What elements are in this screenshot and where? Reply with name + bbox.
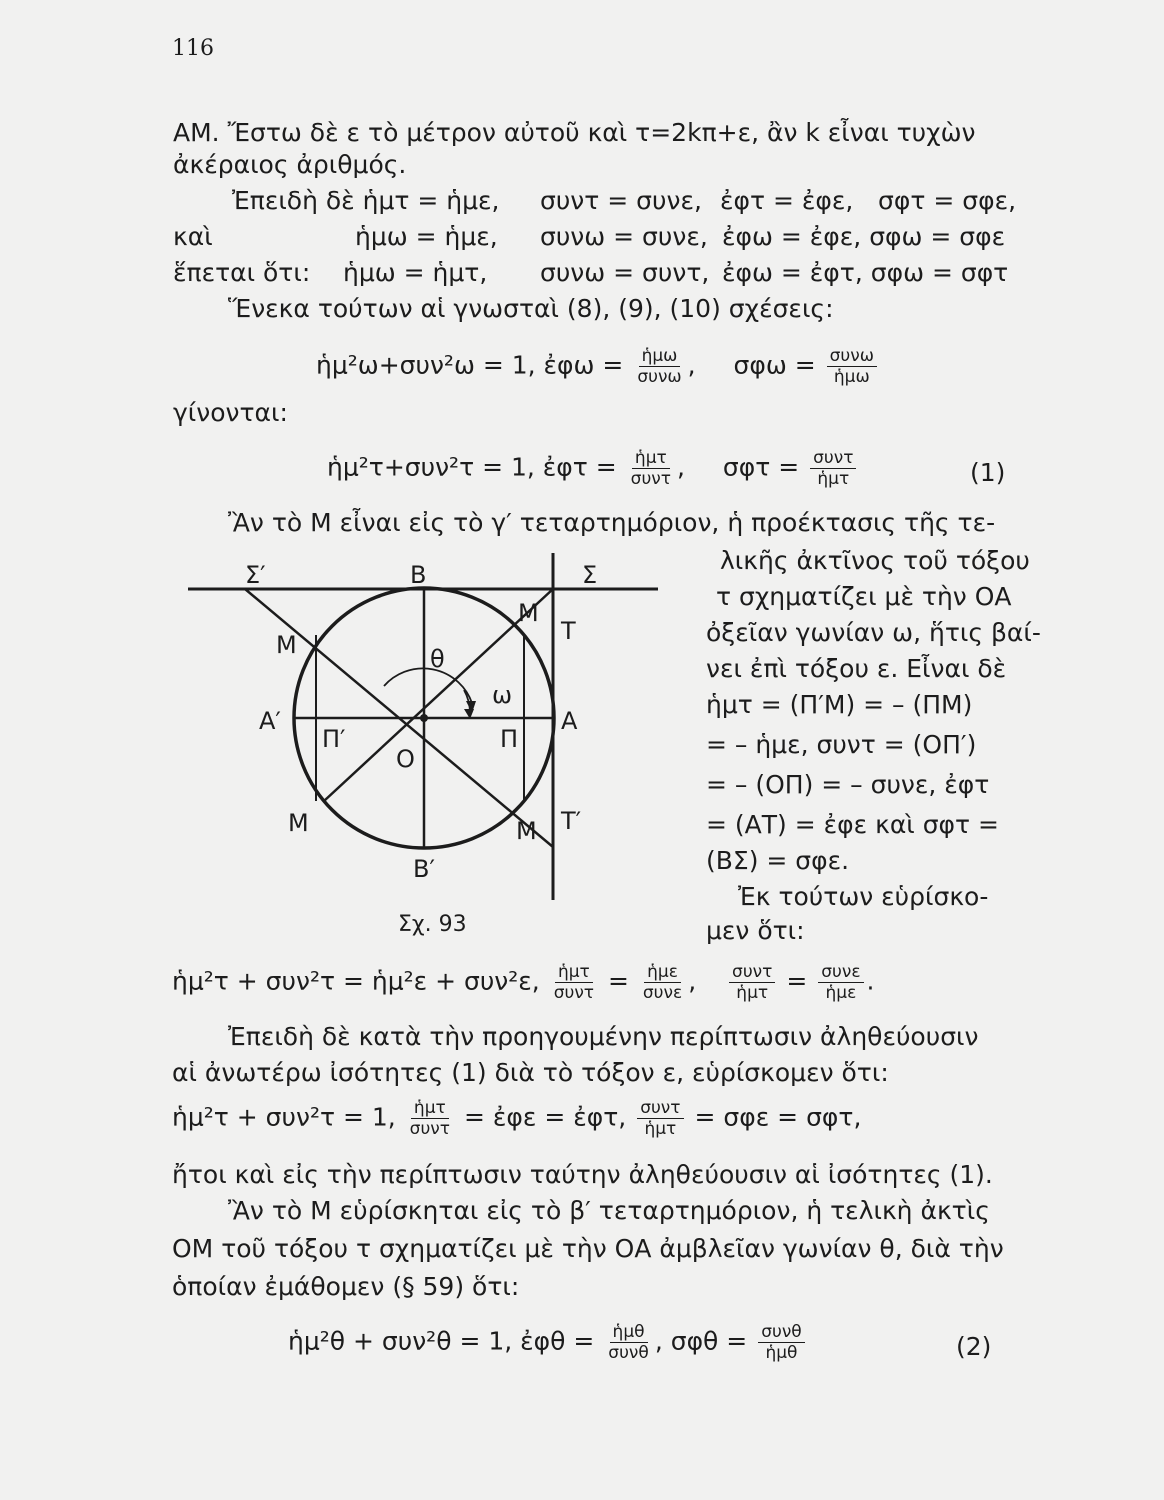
eq4-f2-den: ἡμτ <box>644 1119 677 1139</box>
label-s: Σ <box>582 561 598 589</box>
text-line-13: ΟΜ τοῦ τόξου τ σχηματίζει μὲ τὴν ΟΑ ἀμβλεῖαν γωνίαν θ, διὰ τὴν <box>172 1234 1004 1263</box>
equation-1: ἡμ²ω+συν²ω = 1, ἐφω = ἡμω συνω , σφω = συνω ἡμω <box>316 346 880 387</box>
text-line-4a: καὶ <box>173 222 213 251</box>
label-b-prime: Β′ <box>413 855 435 883</box>
text-line-4b: ἡμω = ἡμε, <box>355 222 498 251</box>
eq1-f1-den: συνω <box>637 367 682 387</box>
text-line-5a: ἕπεται ὅτι: <box>173 258 311 287</box>
equation-2: ἡμ²τ+συν²τ = 1, ἐφτ = ἡμτ συντ , σφτ = συντ ἡμτ <box>327 448 859 489</box>
eq3-lhs: ἡμ²τ + συν²τ = ἡμ²ε + συν²ε, <box>172 966 540 996</box>
eq3-fraction-1 <box>551 962 597 1003</box>
eq1-f2-den: ἡμω <box>833 367 870 387</box>
eq2-fraction-2 <box>810 448 856 489</box>
label-p: Π <box>500 725 519 753</box>
center-point <box>420 714 428 722</box>
eq1-lhs: ἡμ²ω+συν²ω = 1, ἐφω = <box>316 350 624 380</box>
text-line-1: ΑΜ. Ἔστω δὲ ε τὸ μέτρον αὐτοῦ καὶ τ=2kπ+ε, ἂν k εἶναι τυχὼν <box>173 118 976 147</box>
eq3-f3-num: συντ <box>729 962 775 983</box>
text-line-10: αἱ ἀνωτέρω ἰσότητες (1) διὰ τὸ τόξον ε, εὑρίσκομεν ὅτι: <box>172 1058 889 1087</box>
eq2-f1-num: ἡμτ <box>632 448 670 469</box>
text-line-9: Ἐπειδὴ δὲ κατὰ τὴν προηγουμένην περίπτωσιν ἀληθεύουσιν <box>228 1022 979 1051</box>
eq2-fraction-1 <box>628 448 674 489</box>
eq3-fraction-2 <box>640 962 685 1003</box>
equation-3: ἡμ²τ + συν²τ = ἡμ²ε + συν²ε, ἡμτ συντ = ἡμε συνε , συντ ἡμτ = συνε ἡμε . <box>172 962 875 1003</box>
eq5-f2-den: ἡμθ <box>765 1343 798 1363</box>
eq5-f1-num: ἡμθ <box>610 1322 648 1343</box>
right-text-1: λικῆς ἀκτῖνος τοῦ τόξου <box>720 546 1030 575</box>
text-line-5b: ἡμω = ἡμτ, <box>343 258 488 287</box>
label-theta: θ <box>430 645 445 673</box>
eq1-f1-num: ἡμω <box>639 346 681 367</box>
right-text-9: (ΒΣ) = σφε. <box>706 846 850 875</box>
eq3-f1-den: συντ <box>553 983 595 1003</box>
eq4-f2-num: συντ <box>637 1098 683 1119</box>
page-number: 116 <box>172 36 214 61</box>
text-line-8: Ἂν τὸ Μ εἶναι εἰς τὸ γ′ τεταρτημόριον, ἡ προέκτασις τῆς τε- <box>228 508 996 537</box>
right-text-3: ὀξεῖαν γωνίαν ω, ἥτις βαί- <box>706 618 1041 647</box>
right-text-5: ἡμτ = (Π′Μ) = – (ΠΜ) <box>706 690 973 719</box>
label-b: Β <box>410 561 427 589</box>
eq2-f1-den: συντ <box>630 469 672 489</box>
eq4-f1-num: ἡμτ <box>411 1098 449 1119</box>
text-line-3d: σφτ = σφε, <box>878 186 1017 215</box>
right-text-8: = (ΑΤ) = ἐφε καὶ σφτ = <box>706 810 999 839</box>
label-t: Τ <box>561 617 576 645</box>
equation-5: ἡμ²θ + συν²θ = 1, ἐφθ = ἡμθ συνθ , σφθ = συνθ ἡμθ <box>288 1322 808 1363</box>
text-line-3b: συντ = συνε, <box>540 186 702 215</box>
label-o: Ο <box>396 745 415 773</box>
eq2-f2-den: ἡμτ <box>817 469 850 489</box>
text-line-4d: ἐφω = ἐφε, σφω = σφε <box>722 222 1006 251</box>
label-m-ne: Μ <box>518 599 539 627</box>
equation-5-tag: (2) <box>956 1332 992 1361</box>
eq4-f1-den: συντ <box>409 1119 451 1139</box>
right-text-10: Ἐκ τούτων εὑρίσκο- <box>738 882 989 911</box>
label-a-prime: Α′ <box>259 707 281 735</box>
unit-circle-figure <box>170 545 670 915</box>
label-omega: ω <box>492 681 513 709</box>
eq4-lhs: ἡμ²τ + συν²τ = 1, <box>172 1102 396 1132</box>
label-p-prime: Π′ <box>322 725 346 753</box>
label-a: Α <box>561 707 578 735</box>
label-t-prime: Τ′ <box>561 807 582 835</box>
equation-4 <box>172 1098 861 1139</box>
eq1-f2-num: συνω <box>827 346 877 367</box>
eq3-f4-den: ἡμε <box>825 983 857 1003</box>
right-text-6: = – ἡμε, συντ = (ΟΠ′) <box>706 730 977 759</box>
text-line-11: ἤτοι καὶ εἰς τὴν περίπτωσιν ταύτην ἀληθεύουσιν αἱ ἰσότητες (1). <box>172 1160 993 1189</box>
right-text-11: μεν ὅτι: <box>706 916 805 945</box>
eq3-fraction-3 <box>729 962 775 1003</box>
eq5-fraction-2 <box>758 1322 805 1363</box>
label-s-prime: Σ′ <box>245 561 266 589</box>
eq3-fraction-4 <box>818 962 863 1003</box>
eq2-lhs: ἡμ²τ+συν²τ = 1, ἐφτ = <box>327 452 617 482</box>
text-line-5d: ἐφω = ἐφτ, σφω = σφτ <box>722 258 1009 287</box>
text-line-12: Ἂν τὸ Μ εὑρίσκηται εἰς τὸ β′ τεταρτημόριον, ἡ τελικὴ ἀκτὶς <box>228 1196 990 1225</box>
eq3-f4-num: συνε <box>818 962 863 983</box>
figure-caption: Σχ. 93 <box>398 912 467 937</box>
eq3-f2-num: ἡμε <box>644 962 681 983</box>
right-text-7: = – (ΟΠ) = – συνε, ἐφτ <box>706 770 990 799</box>
eq3-f2-den: συνε <box>642 983 683 1003</box>
eq4-mid: = ἐφε = ἐφτ, <box>463 1102 627 1132</box>
eq5-mid: σφθ = <box>670 1326 748 1356</box>
eq2-f2-num: συντ <box>810 448 856 469</box>
text-line-3a: Ἐπειδὴ δὲ ἡμτ = ἡμε, <box>232 186 500 215</box>
eq3-f3-den: ἡμτ <box>736 983 769 1003</box>
eq1-fraction-1 <box>634 346 684 387</box>
text-line-7: γίνονται: <box>173 398 288 427</box>
eq5-fraction-1 <box>605 1322 652 1363</box>
right-text-2: τ σχηματίζει μὲ τὴν ΟΑ <box>716 582 1012 611</box>
angle-theta-arc <box>384 668 472 703</box>
eq2-mid: σφτ = <box>722 452 800 482</box>
right-text-4: νει ἐπὶ τόξου ε. Εἶναι δὲ <box>706 654 1007 683</box>
eq5-f1-den: συνθ <box>608 1343 649 1363</box>
eq5-lhs: ἡμ²θ + συν²θ = 1, ἐφθ = <box>288 1326 595 1356</box>
eq3-f1-num: ἡμτ <box>555 962 593 983</box>
text-line-6: Ἕνεκα τούτων αἱ γνωσταὶ (8), (9), (10) σχέσεις: <box>228 294 834 323</box>
text-line-2: ἀκέραιος ἀριθμός. <box>173 150 407 179</box>
label-m-nw: Μ <box>276 631 297 659</box>
label-m-se: Μ <box>516 817 537 845</box>
eq1-mid: σφω = <box>733 350 816 380</box>
text-line-14: ὁποίαν ἐμάθομεν (§ 59) ὅτι: <box>172 1272 520 1301</box>
text-line-5c: συνω = συντ, <box>540 258 710 287</box>
text-line-4c: συνω = συνε, <box>540 222 708 251</box>
eq4-fraction-1 <box>407 1098 453 1139</box>
equation-2-tag: (1) <box>970 458 1006 487</box>
eq5-f2-num: συνθ <box>758 1322 805 1343</box>
label-m-sw: Μ <box>288 809 309 837</box>
eq4-fraction-2 <box>637 1098 683 1139</box>
eq1-fraction-2 <box>827 346 877 387</box>
text-line-3c: ἐφτ = ἐφε, <box>720 186 854 215</box>
eq4-end: = σφε = σφτ, <box>694 1102 862 1132</box>
